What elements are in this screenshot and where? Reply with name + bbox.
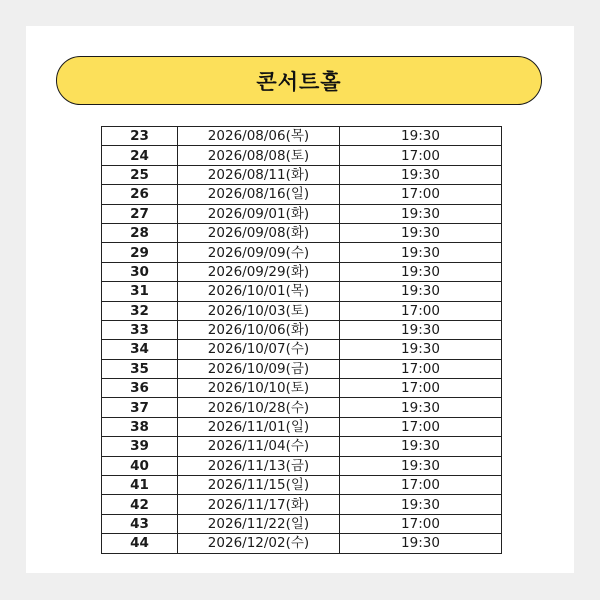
venue-banner (56, 56, 542, 105)
time-cell: 19:30 (340, 495, 502, 514)
time-cell: 17:00 (340, 514, 502, 533)
time-cell: 19:30 (340, 340, 502, 359)
table-row (102, 398, 502, 417)
row-number-cell: 29 (102, 243, 178, 262)
date-cell: 2026/11/01(일) (178, 417, 340, 436)
date-cell: 2026/10/07(수) (178, 340, 340, 359)
time-cell: 17:00 (340, 359, 502, 378)
row-number-cell: 39 (102, 437, 178, 456)
date-cell: 2026/11/13(금) (178, 456, 340, 475)
time-cell: 19:30 (340, 243, 502, 262)
date-cell: 2026/10/03(토) (178, 301, 340, 320)
table-row (102, 456, 502, 475)
table-row (102, 534, 502, 553)
date-cell: 2026/08/06(목) (178, 127, 340, 146)
table-row (102, 359, 502, 378)
table-row (102, 146, 502, 165)
row-number-cell: 32 (102, 301, 178, 320)
table-row (102, 437, 502, 456)
time-cell: 19:30 (340, 223, 502, 242)
date-cell: 2026/10/06(화) (178, 320, 340, 339)
row-number-cell: 35 (102, 359, 178, 378)
row-number-cell: 31 (102, 282, 178, 301)
table-row (102, 243, 502, 262)
table-row (102, 495, 502, 514)
row-number-cell: 33 (102, 320, 178, 339)
row-number-cell: 40 (102, 456, 178, 475)
row-number-cell: 30 (102, 262, 178, 281)
row-number-cell: 25 (102, 165, 178, 184)
date-cell: 2026/11/22(일) (178, 514, 340, 533)
date-cell: 2026/09/08(화) (178, 223, 340, 242)
row-number-cell: 41 (102, 476, 178, 495)
time-cell: 19:30 (340, 165, 502, 184)
time-cell: 17:00 (340, 476, 502, 495)
row-number-cell: 34 (102, 340, 178, 359)
schedule-card (26, 26, 574, 573)
date-cell: 2026/11/17(화) (178, 495, 340, 514)
time-cell: 19:30 (340, 456, 502, 475)
time-cell: 17:00 (340, 417, 502, 436)
date-cell: 2026/12/02(수) (178, 534, 340, 553)
time-cell: 17:00 (340, 301, 502, 320)
table-row (102, 301, 502, 320)
time-cell: 19:30 (340, 127, 502, 146)
table-row (102, 223, 502, 242)
time-cell: 19:30 (340, 320, 502, 339)
date-cell: 2026/09/09(수) (178, 243, 340, 262)
table-row (102, 282, 502, 301)
table-row (102, 514, 502, 533)
time-cell: 19:30 (340, 437, 502, 456)
row-number-cell: 23 (102, 127, 178, 146)
table-row (102, 340, 502, 359)
table-row (102, 379, 502, 398)
time-cell: 19:30 (340, 534, 502, 553)
table-row (102, 262, 502, 281)
table-row (102, 127, 502, 146)
row-number-cell: 43 (102, 514, 178, 533)
date-cell: 2026/10/28(수) (178, 398, 340, 417)
venue-title: 콘서트홀 (256, 69, 342, 94)
time-cell: 17:00 (340, 146, 502, 165)
row-number-cell: 26 (102, 185, 178, 204)
row-number-cell: 37 (102, 398, 178, 417)
date-cell: 2026/08/11(화) (178, 165, 340, 184)
row-number-cell: 27 (102, 204, 178, 223)
row-number-cell: 28 (102, 223, 178, 242)
row-number-cell: 24 (102, 146, 178, 165)
time-cell: 17:00 (340, 379, 502, 398)
table-row (102, 185, 502, 204)
time-cell: 19:30 (340, 398, 502, 417)
row-number-cell: 36 (102, 379, 178, 398)
date-cell: 2026/08/16(일) (178, 185, 340, 204)
date-cell: 2026/08/08(토) (178, 146, 340, 165)
schedule-table-body (102, 127, 502, 554)
table-row (102, 320, 502, 339)
time-cell: 19:30 (340, 204, 502, 223)
table-row (102, 417, 502, 436)
row-number-cell: 44 (102, 534, 178, 553)
row-number-cell: 38 (102, 417, 178, 436)
date-cell: 2026/10/01(목) (178, 282, 340, 301)
table-row (102, 165, 502, 184)
time-cell: 17:00 (340, 185, 502, 204)
row-number-cell: 42 (102, 495, 178, 514)
table-row (102, 476, 502, 495)
time-cell: 19:30 (340, 262, 502, 281)
date-cell: 2026/10/09(금) (178, 359, 340, 378)
date-cell: 2026/11/04(수) (178, 437, 340, 456)
date-cell: 2026/10/10(토) (178, 379, 340, 398)
date-cell: 2026/09/01(화) (178, 204, 340, 223)
time-cell: 19:30 (340, 282, 502, 301)
schedule-table (101, 126, 502, 554)
date-cell: 2026/09/29(화) (178, 262, 340, 281)
date-cell: 2026/11/15(일) (178, 476, 340, 495)
table-row (102, 204, 502, 223)
